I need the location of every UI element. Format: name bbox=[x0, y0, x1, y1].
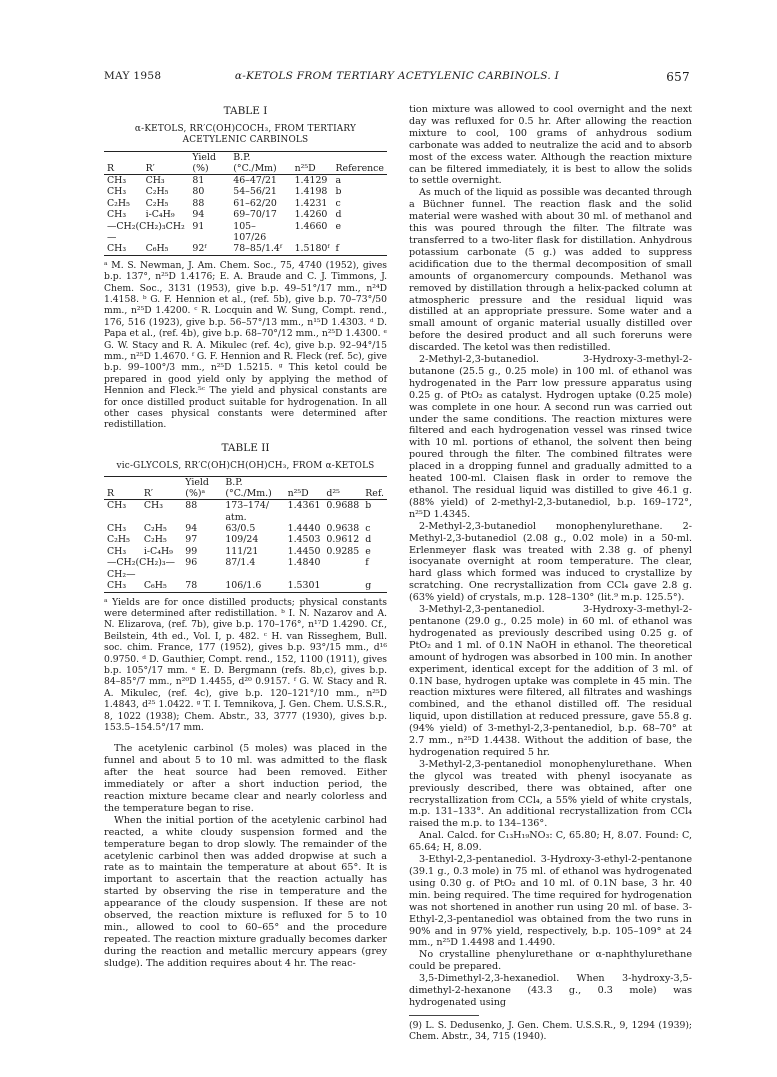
table-cell: C₆H₅ bbox=[143, 580, 167, 592]
table-row bbox=[104, 500, 387, 523]
table-cell: C₂H₅ bbox=[107, 197, 130, 209]
body-paragraph: 3-Methyl-2,3-pentanediol monophenylurethane. When the glycol was treated with phenyl isocyanate as previously described, there was obtained, after one recrystallization from CCl₄, a 55% yield of white crystals, m.p. 131–133°. An additional recrystallization from CCl₄ raised the m.p. to 134–136°. bbox=[409, 758, 692, 830]
body-paragraph: When the initial portion of the acetylenic carbinol had reacted, a white cloudy suspension formed and the temperature began to drop slowly. The remainder of the acetylenic carbinol then was added dropwise at such a rate as to maintain the temperature at about 65°. It is important to ascertain that the reaction actually has started by observing the rise in temperature and the appearance of the cloudy suspension. If these are not observed, the reaction mixture is refluxed for 5 to 10 min., allowed to cool to 60–65° and the procedure repeated. The reaction mixture gradually becomes darker during the reaction and metallic mercury appears (grey sludge). The addition requires about 4 hr. The reac- bbox=[104, 814, 387, 969]
body-paragraph: 2-Methyl-2,3-butanediol monophenylurethane. 2-Methyl-2,3-butanediol (2.08 g., 0.02 mole) in a 50-ml. Erlenmeyer flask was treated with 2.38 g. of phenyl isocyanate overnight at room temperature. The clear, hard glass which formed was induced to crystallize by scratching. One recrystallization from CCl₄ gave 2.8 g. (63% yield) of crystals, m.p. 128–130° (lit.⁹ m.p. 125.5°). bbox=[409, 520, 692, 604]
table-cell: CH₃ bbox=[107, 500, 127, 512]
table-cell: 78–85/1.4ᶠ bbox=[233, 243, 282, 255]
table-cell: 63/0.5 bbox=[225, 523, 256, 535]
table1-header-cell: n²⁵D bbox=[294, 162, 316, 174]
table-cell: C₆H₅ bbox=[145, 243, 169, 255]
table-cell: 99 bbox=[185, 545, 198, 557]
table-cell: 0.9688 bbox=[326, 500, 360, 512]
table1-footnote: ᵃ M. S. Newman, J. Am. Chem. Soc., 75, 4740 (1952), gives b.p. 137°, n²⁵D 1.4176; E. A. Braude and C. J. Timmons, J. Chem. Soc., 3131 (1953), give b.p. 49–51°/17 mm., n²⁴D 1.4158. ᵇ G. F. Hennion et al., (ref. 5b), give b.p. 70–73°/50 mm., n²⁵D 1.4200. ᶜ R. Locquin and W. Sung, Compt. rend., 176, 516 (1923), give b.p. 56–57°/13 mm., n¹⁵D 1.4303. ᵈ D. Papa et al., (ref. 4b), give b.p. 68–70°/12 mm., n²⁵D 1.4300. ᵉ G. W. Stacy and R. A. Mikulec (ref. 4c), give b.p. 92–94°/15 mm., n²⁵D 1.4670. ᶠ G. F. Hennion and R. Fleck (ref. 5c), give b.p. 99–100°/3 mm., n²⁵D 1.5215. ᵍ This ketol could be prepared in good yield only by applying the method of Hennion and Fleck.⁵ᶜ The yield and physical constants are for once distilled product suitable for hydrogenation. In all other cases physical constants were determined after redistillation. bbox=[104, 259, 387, 431]
table-row bbox=[104, 198, 387, 209]
table-cell: C₂H₅ bbox=[107, 534, 130, 546]
table1-header-cell: R′ bbox=[145, 162, 155, 174]
table-cell: 106/1.6 bbox=[225, 580, 262, 592]
table-cell: f bbox=[365, 557, 369, 569]
table-cell: 88 bbox=[192, 197, 205, 209]
table-cell: 1.4440 bbox=[287, 523, 321, 535]
table-row bbox=[104, 523, 387, 534]
header-running-title: α-KETOLS FROM TERTIARY ACETYLENIC CARBINOLS. I bbox=[234, 70, 560, 82]
table-cell: a bbox=[335, 174, 342, 186]
table-cell: 87/1.4 bbox=[225, 557, 256, 569]
table-cell: e bbox=[365, 545, 371, 557]
table2-header-cell: B.P. (°C./Mm.) bbox=[225, 477, 272, 500]
table-row bbox=[104, 186, 387, 197]
table-row bbox=[104, 221, 387, 244]
table-cell: 1.4660 bbox=[294, 220, 328, 232]
table-cell: 105–107/26 bbox=[233, 220, 267, 243]
table-cell: CH₃ bbox=[107, 174, 127, 186]
table-cell bbox=[323, 580, 362, 592]
table-cell: 0.9638 bbox=[326, 523, 360, 535]
table-cell: —CH₂(CH₂)₃CH₂— bbox=[107, 220, 185, 243]
table-cell: f bbox=[335, 243, 339, 255]
table-cell: CH₃ bbox=[145, 174, 165, 186]
table-cell: 46–47/21 bbox=[233, 174, 277, 186]
table-row bbox=[104, 557, 387, 580]
table-cell: i-C₄H₉ bbox=[145, 209, 175, 221]
body-paragraph: 3-Methyl-2,3-pentanediol. 3-Hydroxy-3-methyl-2-pentanone (29.0 g., 0.25 mole) in 60 ml. of ethanol was hydrogenated as previously described using 0.25 g. of PtO₂ and 1 ml. of 0.1N NaOH in ethanol. The theoretical amount of hydrogen was absorbed in 100 min. In another experiment, identical except for the addition of 3 ml. of 0.1N base, hydrogen uptake was complete in 45 min. The reaction mixtures were filtered, all filtrates and washings combined, and the ethanol distilled off. The residual liquid, upon distillation at reduced pressure, gave 55.8 g. (94% yield) of 3-methyl-2,3-pentanediol, b.p. 68–70° at 2.7 mm., n²⁵D 1.4438. Without the addition of base, the hydrogenation required 5 hr. bbox=[409, 604, 692, 758]
right-column bbox=[409, 104, 692, 1043]
table-cell: 81 bbox=[192, 174, 205, 186]
table-cell: 91 bbox=[192, 220, 205, 232]
table-cell: 94 bbox=[192, 209, 205, 221]
table-cell: 0.9612 bbox=[326, 534, 360, 546]
table-cell: e bbox=[335, 220, 342, 232]
table-row bbox=[104, 209, 387, 220]
table-cell: 96 bbox=[185, 557, 198, 569]
table-cell: C₂H₅ bbox=[143, 523, 167, 535]
table-cell: CH₃ bbox=[107, 243, 127, 255]
table-cell: CH₃ bbox=[107, 209, 127, 221]
table2-header-row bbox=[104, 477, 387, 500]
table-cell: 88 bbox=[185, 500, 198, 512]
table-row bbox=[104, 546, 387, 557]
table-cell: i-C₄H₉ bbox=[143, 545, 173, 557]
table-cell: —CH₂(CH₂)₃—CH₂— bbox=[107, 557, 176, 580]
body-paragraph: tion mixture was allowed to cool overnight and the next day was refluxed for 0.5 hr. After allowing the reaction mixture to cool, 100 grams of anhydrous sodium carbonate was added to neutralize the acid and to absorb most of the excess water. Although the reaction mixture can be filtered immediately, it is best to allow the solids to settle overnight. bbox=[409, 104, 692, 187]
body-paragraph: Anal. Calcd. for C₁₃H₁₉NO₃: C, 65.80; H, 8.07. Found: C, 65.64; H, 8.09. bbox=[409, 830, 692, 854]
table-cell: 54–56/21 bbox=[233, 186, 277, 198]
table2 bbox=[104, 476, 387, 592]
table-cell: 111/21 bbox=[225, 545, 259, 557]
table-cell: 0.9285 bbox=[326, 545, 360, 557]
table-cell: 1.4129 bbox=[294, 174, 328, 186]
table-row bbox=[104, 534, 387, 545]
table-row bbox=[104, 174, 387, 186]
table-cell: c bbox=[335, 197, 341, 209]
table-cell: 61–62/20 bbox=[233, 197, 277, 209]
table2-header-cell: n²⁵D bbox=[287, 488, 309, 500]
table-row bbox=[104, 243, 387, 255]
table2-header-cell: d²⁵ bbox=[326, 488, 340, 500]
table-cell: CH₃ bbox=[107, 523, 127, 535]
table-cell: b bbox=[335, 186, 342, 198]
body-paragraph: No crystalline phenylurethane or α-naphthylurethane could be prepared. bbox=[409, 949, 692, 973]
table-cell: CH₃ bbox=[107, 580, 127, 592]
header-page-number: 657 bbox=[666, 70, 690, 84]
table-cell: 173–174/ atm. bbox=[225, 500, 269, 523]
table-cell: 97 bbox=[185, 534, 198, 546]
table-cell: 1.4231 bbox=[294, 197, 328, 209]
table-cell: CH₃ bbox=[143, 500, 163, 512]
header-date: MAY 1958 bbox=[104, 70, 162, 82]
left-column bbox=[104, 104, 387, 970]
table1-caption: TABLE I bbox=[223, 105, 268, 117]
table-cell: CH₃ bbox=[107, 545, 127, 557]
table-cell: 1.5301 bbox=[287, 580, 321, 592]
table-cell: 1.4198 bbox=[294, 186, 328, 198]
table-cell bbox=[323, 557, 362, 580]
table-cell: 78 bbox=[185, 580, 198, 592]
table-cell: 1.4260 bbox=[294, 209, 328, 221]
table-cell: 1.4840 bbox=[287, 557, 321, 569]
table2-header-cell: R bbox=[107, 488, 115, 500]
table-cell: C₂H₅ bbox=[145, 186, 169, 198]
table-cell: 109/24 bbox=[225, 534, 259, 546]
running-header bbox=[104, 70, 690, 86]
table2-footnote: ᵃ Yields are for once distilled products; physical constants were determined after redistillation. ᵇ I. N. Nazarov and A. N. Elizarova, (ref. 7b), give b.p. 170–176°, n¹⁷D 1.4290. Cf., Beilstein, 4th ed., Vol. I, p. 482. ᶜ H. van Risseghem, Bull. soc. chim. France, 177 (1952), gives b.p. 93°/15 mm., d¹⁶ 0.9750. ᵈ D. Gauthier, Compt. rend., 152, 1100 (1911), gives b.p. 105°/17 mm. ᵉ E. D. Bergmann (refs. 8b,c), gives b.p. 84–85°/7 mm., n²⁰D 1.4455, d²⁰ 0.9157. ᶠ G. W. Stacy and R. A. Mikulec, (ref. 4c), give b.p. 120–121°/10 mm., n²⁵D 1.4843, d²⁵ 1.0422. ᵍ T. I. Temnikova, J. Gen. Chem. U.S.S.R., 8, 1022 (1938); Chem. Abstr., 33, 3777 (1930), gives b.p. 153.5–154.5°/17 mm. bbox=[104, 596, 387, 733]
table-cell: 1.5180ᶠ bbox=[294, 243, 330, 255]
table1-header-cell: Reference bbox=[335, 162, 384, 174]
table-cell: 69–70/17 bbox=[233, 209, 277, 221]
table-cell: 80 bbox=[192, 186, 205, 198]
body-paragraph: 2-Methyl-2,3-butanediol. 3-Hydroxy-3-methyl-2-butanone (25.5 g., 0.25 mole) in 100 ml. of ethanol was hydrogenated in the Parr low pressure apparatus using 0.25 g. of PtO₂ as catalyst. Hydrogen uptake (0.25 mole) was complete in one hour. A second run was carried out under the same conditions. The reaction mixtures were filtered and each hydrogenation vessel was rinsed twice with 10 ml. portions of ethanol, the solvent then being poured through the filter. The combined filtrates were placed in a dropping funnel and gradually admitted to a heated 100-ml. Claisen flask in order to remove the ethanol. The residual liquid was distilled to give 46.1 g. (88% yield) of 2-methyl-2,3-butanediol, b.p. 169–172°, n²⁵D 1.4345. bbox=[409, 354, 692, 520]
body-paragraph: The acetylenic carbinol (5 moles) was placed in the funnel and about 5 to 10 ml. was admitted to the flask after the heat source had been removed. Either immediately or after a short induction period, the reaction mixture became clear and nearly colorless and the temperature began to rise. bbox=[104, 743, 387, 814]
table1-title: α-KETOLS, RR′C(OH)COCH₃, FROM TERTIARY ACETYLENIC CARBINOLS bbox=[134, 123, 357, 146]
table-cell: d bbox=[365, 534, 372, 546]
table-cell: 92ᶠ bbox=[192, 243, 207, 255]
table-cell: c bbox=[365, 523, 371, 535]
table2-title: vic-GLYCOLS, RR′C(OH)CH(OH)CH₃, FROM α-KETOLS bbox=[116, 460, 375, 471]
table1-header-row bbox=[104, 151, 387, 174]
body-paragraph: 3-Ethyl-2,3-pentanediol. 3-Hydroxy-3-ethyl-2-pentanone (39.1 g., 0.3 mole) in 75 ml. of ethanol was hydrogenated using 0.30 g. of PtO₂ and 10 ml. of 0.1N base, 3 hr. 40 min. being required. The time required for hydrogenation was not shortened in another run using 20 ml. of base. 3-Ethyl-2,3-pentanediol was obtained from the two runs in 90% and in 97% yield, respectively, b.p. 105–109° at 24 mm., n²⁵D 1.4498 and 1.4490. bbox=[409, 854, 692, 949]
table1-header-cell: B.P. (°C./Mm) bbox=[233, 151, 277, 174]
table2-header-cell: Ref. bbox=[365, 488, 384, 500]
table1-header-cell: R bbox=[107, 162, 115, 174]
table1-header-cell: Yield (%) bbox=[192, 151, 216, 174]
table2-header-cell: Yield (%)ᵃ bbox=[185, 477, 209, 500]
table2-caption: TABLE II bbox=[221, 441, 270, 454]
reference-footnote: (9) L. S. Dedusenko, J. Gen. Chem. U.S.S.R., 9, 1294 (1939); Chem. Abstr., 34, 715 (1940). bbox=[409, 1019, 692, 1043]
table-row bbox=[104, 580, 387, 592]
table-cell: d bbox=[335, 209, 342, 221]
table-cell: 1.4503 bbox=[287, 534, 321, 546]
table-cell: C₂H₅ bbox=[143, 534, 167, 546]
table-cell: CH₃ bbox=[107, 186, 127, 198]
table-cell: 94 bbox=[185, 523, 198, 535]
table-cell: b bbox=[365, 500, 372, 512]
table-cell: 1.4450 bbox=[287, 545, 321, 557]
footnote-rule bbox=[409, 1015, 479, 1016]
body-paragraph: 3,5-Dimethyl-2,3-hexanediol. When 3-hydroxy-3,5-dimethyl-2-hexanone (43.3 g., 0.3 mole) was hydrogenated using bbox=[409, 973, 692, 1008]
table1 bbox=[104, 151, 387, 256]
table-cell: C₂H₅ bbox=[145, 197, 169, 209]
body-paragraph: As much of the liquid as possible was decanted through a Büchner funnel. The reaction flask and the solid material were washed with about 30 ml. of methanol and this was poured through the filter. The filtrate was transferred to a two-liter flask for distillation. Anhydrous potassium carbonate (5 g.) was added to suppress acidification due to the thermal decomposition of small amounts of organomercury compounds. Methanol was removed by distillation through a helix-packed column at atmospheric pressure and the residual liquid was distilled at an appropriate pressure. Some water and a small amount of organic material usually distilled over before the desired product and all such foreruns were discarded. The ketol was then redistilled. bbox=[409, 187, 692, 354]
table-cell: g bbox=[365, 580, 372, 592]
table2-header-cell: R′ bbox=[143, 488, 154, 500]
table-cell: 1.4361 bbox=[287, 500, 321, 512]
